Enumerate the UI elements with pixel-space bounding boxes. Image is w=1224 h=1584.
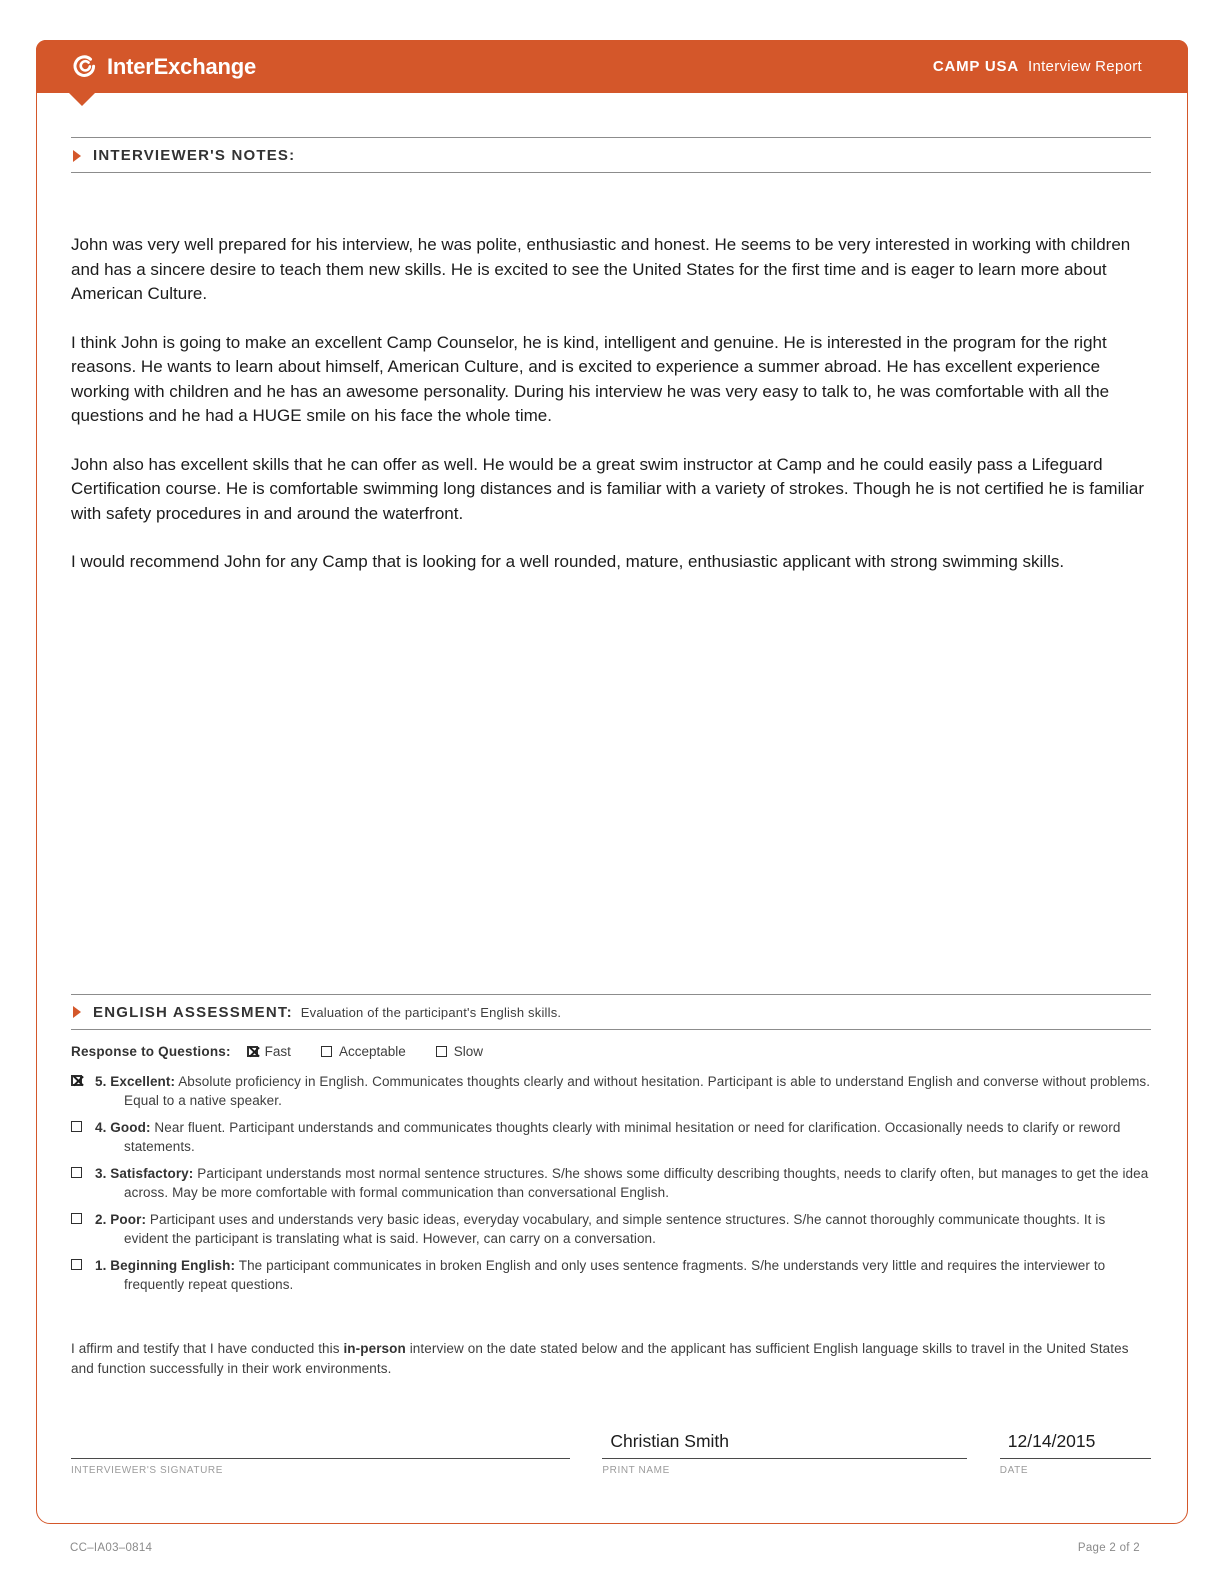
response-option-fast: [247, 1044, 291, 1059]
print-name-line: [602, 1458, 967, 1459]
rating-description: Near fluent. Participant understands and communicates thoughts clearly with minimal hesitation or need for clarification. Occasionally needs to clarify or reword statements.: [124, 1119, 1121, 1154]
rating-row-1-beginning-english: [71, 1256, 1151, 1295]
rating-row-3-satisfactory: [71, 1164, 1151, 1203]
report-title: Interview Report: [1027, 58, 1142, 75]
interviewer-notes-header: [71, 137, 1151, 173]
notes-paragraph: I would recommend John for any Camp that is looking for a well rounded, mature, enthusiastic applicant with strong swimming skills.: [71, 552, 1065, 571]
report-title-group: [933, 58, 1142, 75]
english-assessment-header: [71, 994, 1151, 1030]
signature-row: [71, 1431, 1151, 1476]
date-field: [1000, 1431, 1151, 1476]
brand-wordmark: InterExchange: [107, 53, 257, 79]
response-to-questions-row: [71, 1044, 1151, 1059]
rating-label: 2. Poor:: [95, 1211, 147, 1227]
notes-paragraph: John was very well prepared for his interview, he was polite, enthusiastic and honest. He seems to be very interested in working with children and has a sincere desire to teach them new skills. He is excited to see the United States for the first time and is eager to learn more about American Culture.: [71, 235, 1131, 303]
signature-value[interactable]: [71, 1431, 570, 1458]
rating-row-2-poor: [71, 1210, 1151, 1249]
affirmation-in-person: in-person: [343, 1340, 406, 1356]
response-option-label: Slow: [453, 1043, 483, 1059]
response-option-label: Acceptable: [338, 1043, 406, 1059]
rating-description: Participant uses and understands very basic ideas, everyday vocabulary, and simple sentence structures. S/he cannot thoroughly communicate thoughts. It is evident the participant is translating what is said. However, can carry on a conversation.: [124, 1211, 1106, 1246]
checkbox-rating-1[interactable]: [71, 1259, 82, 1270]
header-bar: [36, 40, 1188, 93]
interexchange-logo-icon: [70, 53, 98, 81]
rating-label: 5. Excellent:: [95, 1073, 176, 1089]
rating-description: Absolute proficiency in English. Communicates thoughts clearly and without hesitation. Participant is able to understand English and converse without problems. Equal to a native speaker.: [124, 1073, 1151, 1108]
checkbox-slow[interactable]: [436, 1046, 447, 1057]
response-option-label: Fast: [264, 1043, 291, 1059]
interviewer-notes-title: INTERVIEWER'S NOTES:: [93, 147, 296, 164]
section-arrow-icon: [73, 150, 81, 162]
affirmation-statement: I affirm and testify that I have conducted this in-person interview on the date stated below and the applicant has sufficient English language skills to travel in the United States and function successfully in their work environments.: [71, 1340, 1129, 1376]
response-option-slow: [436, 1044, 483, 1059]
notes-paragraph: I think John is going to make an excellent Camp Counselor, he is kind, intelligent and genuine. He is interested in the program for the right reasons. He wants to learn about himself, American Culture, and is excited to experience a summer abroad. He has excellent experience working with children and he has an awesome personality. During his interview he was very easy to talk to, he was comfortable with all the questions and he had a HUGE smile on his face the whole time.: [71, 332, 1110, 425]
form-code: CC–IA03–0814: [70, 1542, 153, 1554]
signature-label: INTERVIEWER'S SIGNATURE: [71, 1464, 224, 1476]
section-arrow-icon: [73, 1006, 81, 1018]
checkbox-rating-2[interactable]: [71, 1213, 82, 1224]
checkbox-rating-4[interactable]: [71, 1121, 82, 1132]
checkbox-acceptable[interactable]: [321, 1046, 332, 1057]
rating-label: 1. Beginning English:: [95, 1257, 236, 1273]
response-option-acceptable: [321, 1044, 406, 1059]
rating-list: [71, 1072, 1151, 1295]
checkbox-fast[interactable]: [247, 1046, 258, 1057]
checkbox-rating-3[interactable]: [71, 1167, 82, 1178]
page-footer: [70, 1542, 1140, 1554]
print-name-field: [602, 1431, 967, 1476]
print-name-value[interactable]: Christian Smith: [610, 1430, 730, 1451]
print-name-label: PRINT NAME: [602, 1464, 670, 1476]
rating-label: 4. Good:: [95, 1119, 151, 1135]
date-line: [1000, 1458, 1151, 1459]
rating-row-4-good: [71, 1118, 1151, 1157]
header-notch: [68, 92, 96, 106]
signature-field: [71, 1431, 570, 1476]
date-value[interactable]: 12/14/2015: [1007, 1430, 1096, 1451]
page-number: Page 2 of 2: [1077, 1542, 1140, 1554]
brand: [70, 53, 256, 81]
interviewer-notes-body: [71, 233, 1151, 575]
english-assessment-title: ENGLISH ASSESSMENT:: [93, 1003, 293, 1021]
rating-description: The participant communicates in broken English and only uses sentence fragments. S/he understands very little and requires the interviewer to frequently repeat questions.: [124, 1257, 1106, 1292]
report-page: [36, 40, 1188, 1524]
checkbox-rating-5[interactable]: [71, 1075, 82, 1086]
rating-label: 3. Satisfactory:: [95, 1165, 194, 1181]
english-assessment-subtitle: Evaluation of the participant's English skills.: [300, 1004, 562, 1020]
response-label: Response to Questions:: [71, 1043, 231, 1059]
rating-description: Participant understands most normal sentence structures. S/he shows some difficulty describing thoughts, needs to clarify often, but manages to get the idea across. May be more comfortable with formal communication than conversational English.: [124, 1165, 1149, 1200]
notes-paragraph: John also has excellent skills that he can offer as well. He would be a great swim instructor at Camp and he could easily pass a Lifeguard Certification course. He is comfortable swimming long distances and is familiar with a variety of strokes. Though he is not certified he is familiar with safety procedures in and around the waterfront.: [71, 454, 1145, 523]
program-name: CAMP USA: [932, 58, 1019, 75]
rating-row-5-excellent: [71, 1072, 1151, 1111]
signature-line: [71, 1458, 570, 1459]
date-label: DATE: [999, 1464, 1029, 1476]
